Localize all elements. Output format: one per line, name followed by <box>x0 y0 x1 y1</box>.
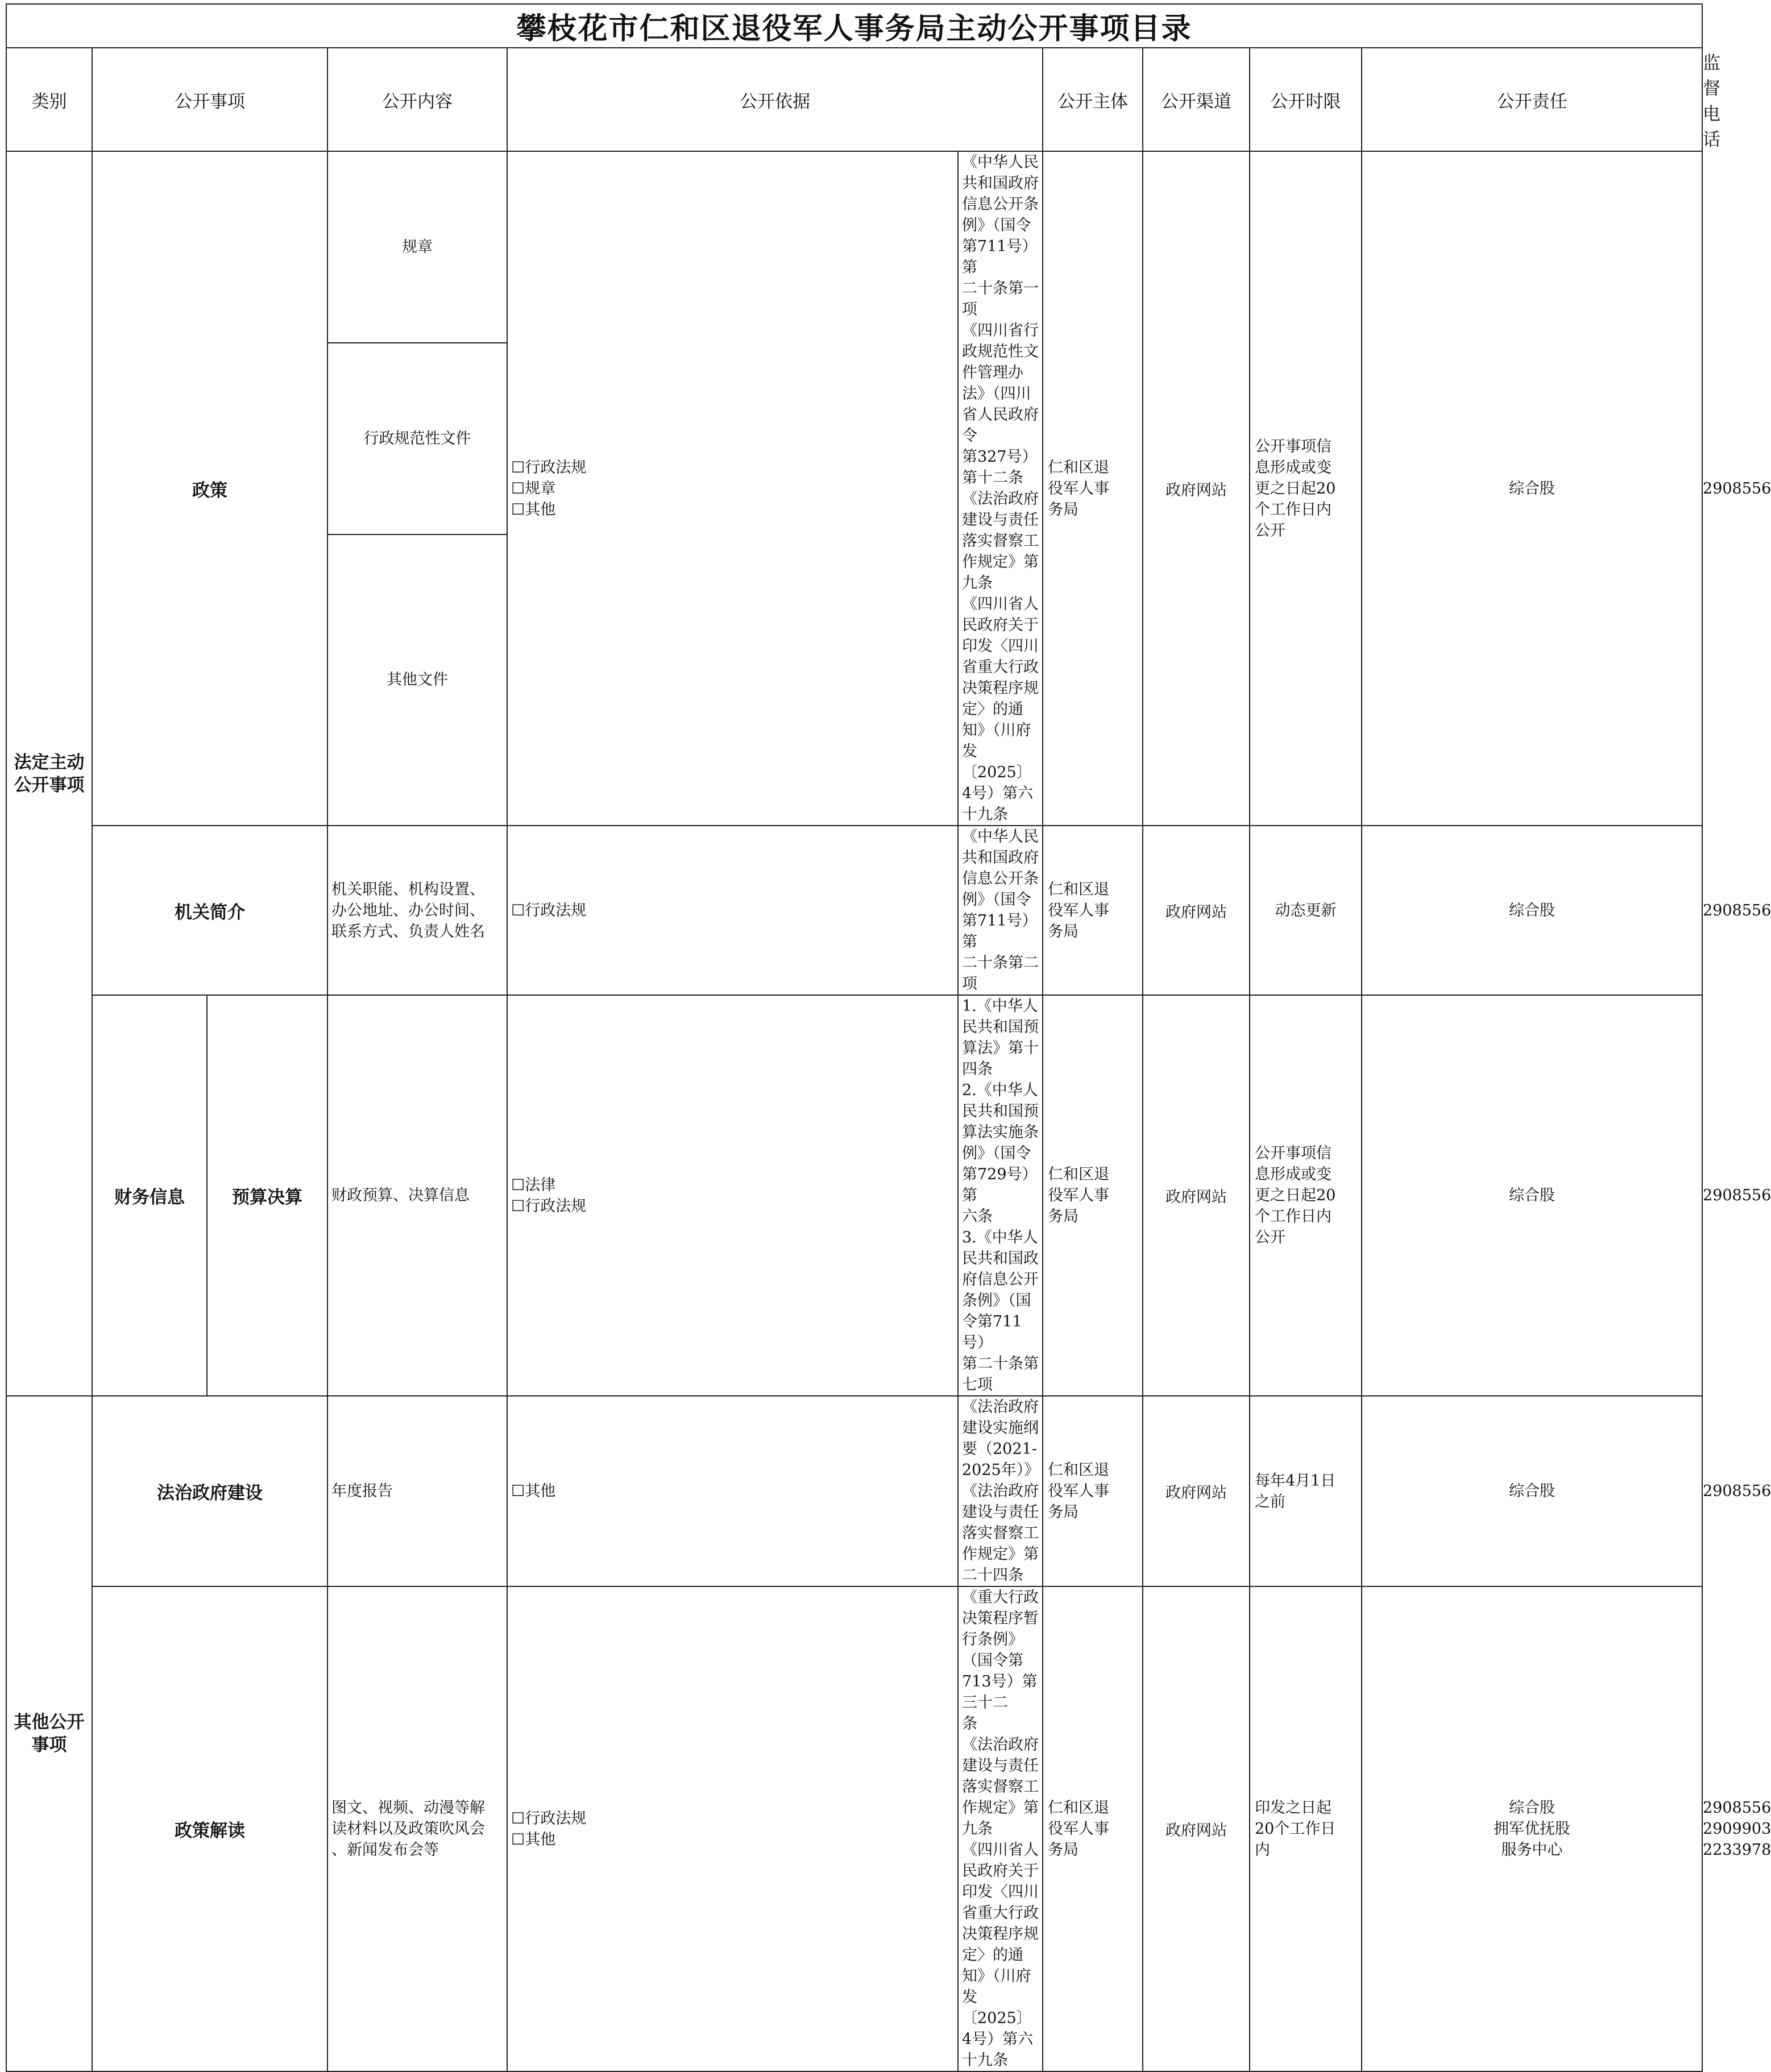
subject-line: 仁和区退 <box>1048 458 1109 476</box>
header-timelimit: 公开时限 <box>1250 48 1362 151</box>
content-policy-normative-doc: 行政规范性文件 <box>327 343 507 534</box>
subject-line: 务局 <box>1048 922 1079 940</box>
item-rule-of-law: 法治政府建设 <box>92 1396 327 1586</box>
subject-line: 务局 <box>1048 1208 1079 1225</box>
timelimit-line: 个工作日内 <box>1255 500 1332 519</box>
responsibility-finance: 综合股 <box>1362 995 1702 1396</box>
content-line: 读材料以及政策吹风会 <box>331 1820 485 1838</box>
timelimit-line: 印发之日起 <box>1255 1799 1332 1817</box>
subject-line: 仁和区退 <box>1048 1166 1109 1183</box>
timelimit-intro: 动态更新 <box>1250 826 1362 995</box>
subject-line: 务局 <box>1048 1841 1079 1859</box>
timelimit-line: 20个工作日 <box>1255 1820 1336 1838</box>
content-finance: 财政预算、决算信息 <box>327 995 507 1396</box>
content-intro <box>327 826 507 995</box>
basis-line: 定〉的通知》（川府发〔2025〕4号）第六十九条 <box>962 701 1034 823</box>
basis-type: ☐其他 <box>511 500 556 519</box>
item-policy: 政策 <box>92 151 327 826</box>
header-basis: 公开依据 <box>507 48 1043 151</box>
subject-line: 仁和区退 <box>1048 1461 1109 1479</box>
basis-types-finance <box>507 995 958 1396</box>
basis-line: 第327号）第十二条 <box>962 448 1038 487</box>
subject-line: 役军人事 <box>1048 1187 1109 1204</box>
basis-line: 条 <box>962 1715 977 1733</box>
basis-type: ☐行政法规 <box>511 458 587 476</box>
content-line: 图文、视频、动漫等解 <box>331 1799 485 1817</box>
subject-line: 仁和区退 <box>1048 880 1109 898</box>
timelimit-line: 之前 <box>1255 1493 1285 1511</box>
page-title: 攀枝花市仁和区退役军人事务局主动公开事项目录 <box>6 4 1702 48</box>
content-interpretation <box>327 1586 507 2071</box>
basis-line: 《中华人民共和国政府信息公开条例》（国令第711号）第 <box>962 828 1039 951</box>
basis-line: 《法治政府建设与责任落实督察工作规定》第九条 <box>962 1736 1039 1838</box>
header-subject: 公开主体 <box>1043 48 1143 151</box>
timelimit-policy <box>1250 151 1362 826</box>
item-intro: 机关简介 <box>92 826 327 995</box>
basis-types-policy <box>507 151 958 826</box>
basis-interpretation <box>958 1586 1043 2071</box>
content-line: 联系方式、负责人姓名 <box>331 922 485 940</box>
content-policy-regulation: 规章 <box>327 151 507 343</box>
timelimit-line: 公开事项信 <box>1255 437 1332 455</box>
timelimit-line: 个工作日内 <box>1255 1208 1332 1225</box>
timelimit-line: 公开 <box>1255 521 1285 540</box>
subject-line: 役军人事 <box>1048 1482 1109 1500</box>
content-policy-other-doc: 其他文件 <box>327 534 507 826</box>
basis-line: 二十条第二项 <box>962 954 1039 993</box>
responsibility-interpretation <box>1362 1586 1702 2071</box>
category-line: 法定主动 <box>14 752 85 773</box>
basis-intro <box>958 826 1043 995</box>
channel-finance: 政府网站 <box>1143 995 1250 1396</box>
basis-type: ☐行政法规 <box>511 1809 587 1827</box>
basis-types-intro <box>507 826 958 995</box>
table-row: 法定主动 公开事项 政策 规章 ☐行政法规 ☐规章 ☐其他 《中华人民共和国政府信息公开条例》（国令第711号）第 二十条第一项 《四川省行政规范性文件管理办法》（四川省人民政府令 第327号）第十二条 《法治政府建设与责任落实督察工作规定》第九条 《四川省人民政府关于印发〈四川省重大行政决策程序规 定〉的通知》（川府发〔2025〕4号）第六十九条 仁和区退 役军人事 务局 政府网站 公开事项信 息形成或变 更之日起20 个工作日内 公开 综合股 2908556 <box>6 151 1702 343</box>
content-line: 、新闻发布会等 <box>331 1841 439 1859</box>
subject-line: 务局 <box>1048 1503 1079 1521</box>
basis-type: ☐其他 <box>511 1482 556 1500</box>
basis-line: 《四川省行政规范性文件管理办法》（四川省人民政府令 <box>962 322 1039 445</box>
basis-line: 六条 <box>962 1208 993 1225</box>
subject-line: 务局 <box>1048 500 1079 519</box>
basis-line: 《法治政府建设与责任落实督察工作规定》第二十四条 <box>962 1482 1039 1584</box>
header-channel: 公开渠道 <box>1143 48 1250 151</box>
table-row: 财务信息 预算决算 财政预算、决算信息 ☐法律 ☐行政法规 1.《中华人民共和国预算法》第十四条 2.《中华人民共和国预算法实施条例》（国令第729号）第 六条 3.《中华人民共和国政府信息公开条例》（国令第711号） 第二十条第七项 仁和区退 役军人事 务局 政府网站 公开事项信 息形成或变 更之日起20 个工作日内 公开 综合股 2908556 <box>6 995 1702 1396</box>
subject-line: 役军人事 <box>1048 1820 1109 1838</box>
responsibility-rule-of-law: 综合股 <box>1362 1396 1702 1586</box>
category-line: 其他公开 <box>14 1712 85 1733</box>
timelimit-line: 公开 <box>1255 1229 1285 1246</box>
timelimit-line: 每年4月1日 <box>1255 1472 1336 1490</box>
timelimit-line: 公开事项信 <box>1255 1145 1332 1162</box>
timelimit-finance <box>1250 995 1362 1396</box>
basis-type: ☐行政法规 <box>511 901 587 919</box>
timelimit-line: 息形成或变 <box>1255 458 1332 476</box>
basis-line: 《重大行政决策程序暂行条例》（国令第713号）第三十二 <box>962 1589 1039 1712</box>
table-row: 其他公开 事项 法治政府建设 年度报告 ☐其他 《法治政府建设实施纲要（2021-2025年）》 《法治政府建设与责任落实督察工作规定》第二十四条 仁和区退 役军人事 务局 政府网站 每年4月1日 之前 综合股 2908556 <box>6 1396 1702 1586</box>
channel-policy: 政府网站 <box>1143 151 1250 826</box>
disclosure-catalog-sheet <box>6 3 1771 2069</box>
channel-rule-of-law: 政府网站 <box>1143 1396 1250 1586</box>
timelimit-line: 更之日起20 <box>1255 479 1336 498</box>
timelimit-line: 内 <box>1255 1841 1270 1859</box>
basis-line: 第二十条第七项 <box>962 1355 1039 1394</box>
basis-line: 2.《中华人民共和国预算法实施条例》（国令第729号）第 <box>962 1081 1039 1204</box>
content-line: 机关职能、机构设置、 <box>331 880 485 898</box>
subitem-budget: 预算决算 <box>207 995 327 1396</box>
category-statutory <box>6 151 92 1396</box>
table-row: 机关简介 机关职能、机构设置、 办公地址、办公时间、 联系方式、负责人姓名 ☐行政法规 《中华人民共和国政府信息公开条例》（国令第711号）第 二十条第二项 仁和区退 役军人事 务局 政府网站 动态更新 综合股 2908556 <box>6 826 1702 995</box>
channel-intro: 政府网站 <box>1143 826 1250 995</box>
timelimit-rule-of-law <box>1250 1396 1362 1586</box>
subject-interpretation <box>1043 1586 1143 2071</box>
responsibility-line: 服务中心 <box>1501 1841 1563 1859</box>
item-finance: 财务信息 <box>92 995 207 1396</box>
timelimit-interpretation <box>1250 1586 1362 2071</box>
basis-line: 《四川省人民政府关于印发〈四川省重大行政决策程序规 <box>962 1841 1039 1943</box>
basis-type: ☐行政法规 <box>511 1197 587 1215</box>
content-rule-of-law: 年度报告 <box>327 1396 507 1586</box>
header-content: 公开内容 <box>327 48 507 151</box>
header-row: 类别 公开事项 公开内容 公开依据 公开主体 公开渠道 公开时限 公开责任 监督电话 <box>6 48 1702 151</box>
basis-types-interpretation <box>507 1586 958 2071</box>
subject-line: 役军人事 <box>1048 479 1109 498</box>
basis-rule-of-law <box>958 1396 1043 1586</box>
timelimit-line: 更之日起20 <box>1255 1187 1336 1204</box>
subject-policy <box>1043 151 1143 826</box>
basis-type: ☐其他 <box>511 1830 556 1849</box>
basis-finance <box>958 995 1043 1396</box>
basis-line: 定〉的通知》（川府发〔2025〕4号）第六十九条 <box>962 1946 1034 2069</box>
subject-finance <box>1043 995 1143 1396</box>
basis-types-rule-of-law <box>507 1396 958 1586</box>
timelimit-line: 息形成或变 <box>1255 1166 1332 1183</box>
subject-rule-of-law <box>1043 1396 1143 1586</box>
basis-type: ☐规章 <box>511 479 556 498</box>
category-line: 公开事项 <box>14 774 85 795</box>
basis-line: 1.《中华人民共和国预算法》第十四条 <box>962 997 1039 1078</box>
category-line: 事项 <box>31 1735 67 1755</box>
subject-line: 仁和区退 <box>1048 1799 1109 1817</box>
basis-line: 3.《中华人民共和国政府信息公开条例》（国令第711号） <box>962 1229 1039 1352</box>
header-responsibility: 公开责任 <box>1362 48 1702 151</box>
basis-line: 《法治政府建设与责任落实督察工作规定》第九条 <box>962 490 1039 592</box>
channel-interpretation: 政府网站 <box>1143 1586 1250 2071</box>
basis-line: 《四川省人民政府关于印发〈四川省重大行政决策程序规 <box>962 595 1039 697</box>
table-row: 政策解读 图文、视频、动漫等解 读材料以及政策吹风会 、新闻发布会等 ☐行政法规 ☐其他 《重大行政决策程序暂行条例》（国令第713号）第三十二 条 《法治政府建设与责任落实督察工作规定》第九条 《四川省人民政府关于印发〈四川省重大行政决策程序规 定〉的通知》（川府发〔2025〕4号）第六十九条 仁和区退 役军人事 务局 政府网站 印发之日起 20个工作日 内 综合股 拥军优抚股 服务中心 2908556 2909903 2233978 <box>6 1586 1702 2071</box>
responsibility-line: 拥军优抚股 <box>1494 1820 1570 1838</box>
responsibility-intro: 综合股 <box>1362 826 1702 995</box>
basis-line: 《法治政府建设实施纲要（2021-2025年）》 <box>962 1398 1040 1479</box>
basis-line: 《中华人民共和国政府信息公开条例》（国令第711号）第 <box>962 154 1039 276</box>
responsibility-policy: 综合股 <box>1362 151 1702 826</box>
responsibility-line: 综合股 <box>1509 1799 1555 1817</box>
category-other <box>6 1396 92 2071</box>
basis-policy <box>958 151 1043 826</box>
basis-type: ☐法律 <box>511 1176 556 1194</box>
item-interpretation: 政策解读 <box>92 1586 327 2071</box>
header-item: 公开事项 <box>92 48 327 151</box>
subject-line: 役军人事 <box>1048 901 1109 919</box>
content-line: 办公地址、办公时间、 <box>331 901 485 919</box>
disclosure-catalog-table <box>6 3 1771 2072</box>
header-category: 类别 <box>6 48 92 151</box>
basis-line: 二十条第一项 <box>962 280 1039 318</box>
subject-intro <box>1043 826 1143 995</box>
